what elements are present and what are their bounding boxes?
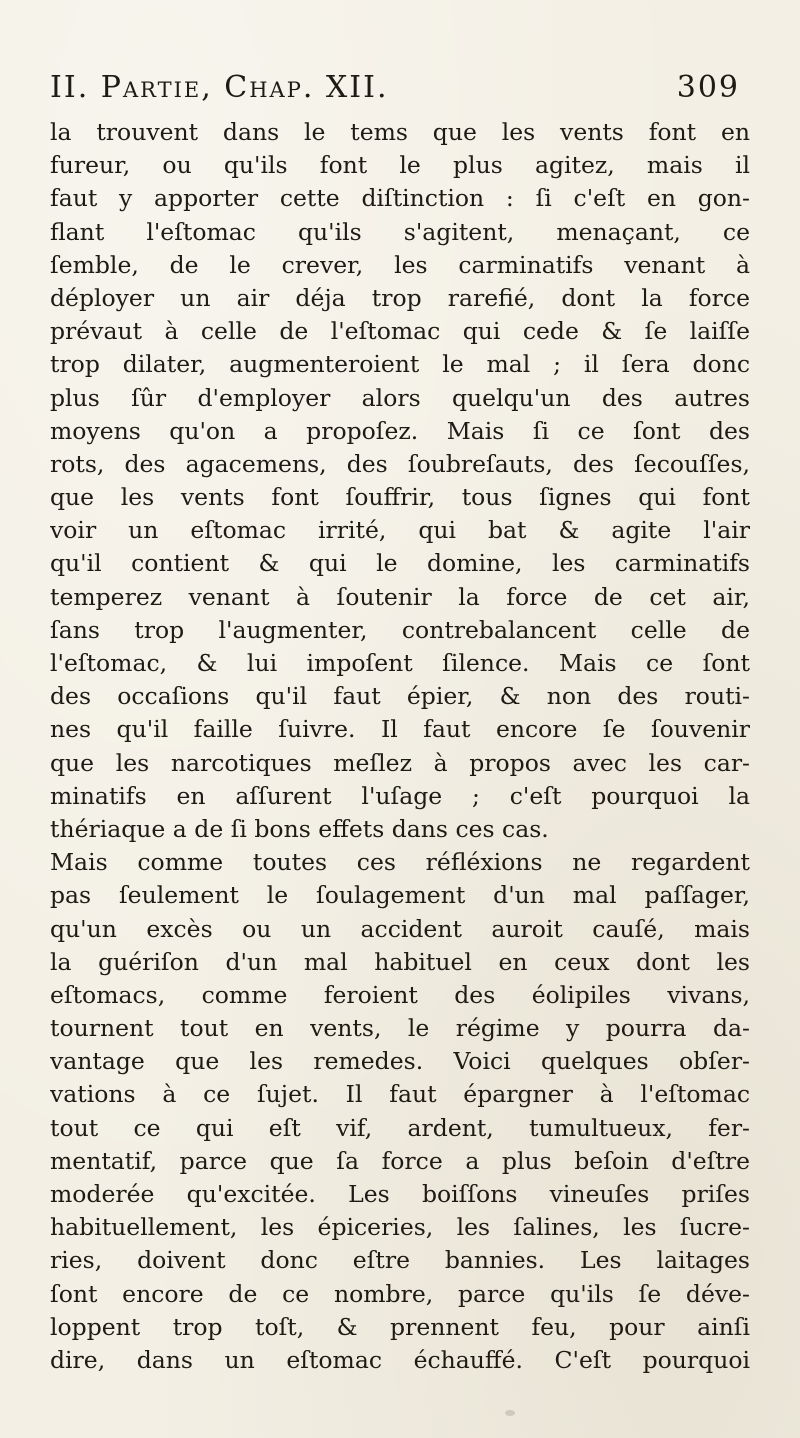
text-line: dire, dans un eſtomac échauffé. C'eſt pourquoi	[50, 1345, 750, 1374]
text-line: mentatif, parce que ſa force a plus beſoin d'eſtre	[50, 1146, 750, 1175]
text-line: l'eſtomac, & lui impoſent ſilence. Mais ce ſont	[50, 649, 750, 677]
text-line: voir un eſtomac irrité, qui bat & agite l'air	[50, 516, 750, 545]
text-line: fureur, ou qu'ils font le plus agitez, mais il	[50, 151, 750, 180]
text-line: flant l'eſtomac qu'ils s'agitent, menaçant, ce	[50, 217, 750, 246]
text-line: habituellement, les épiceries, les ſalines, les ſucre-	[50, 1213, 750, 1242]
text-line: thériaque a de ſi bons effets dans ces cas.	[50, 814, 549, 843]
text-line: eſtomacs, comme feroient des éolipiles vivans,	[50, 980, 750, 1009]
text-line: prévaut à celle de l'eſtomac qui cede & ſe laiſſe	[50, 317, 750, 346]
text-line: tournent tout en vents, le régime y pourra da-	[50, 1014, 750, 1043]
text-line: loppent trop toſt, & prennent feu, pour ainſi	[50, 1312, 750, 1341]
text-line: ſemble, de le crever, les carminatifs venant à	[50, 250, 750, 279]
text-line: qu'il contient & qui le domine, les carminatifs	[50, 549, 750, 578]
text-line: qu'un excès ou un accident auroit cauſé, mais	[50, 914, 750, 943]
text-line: ries, doivent donc eſtre bannies. Les laitages	[50, 1246, 750, 1275]
text-line: plus ſûr d'employer alors quelqu'un des autres	[50, 383, 750, 412]
text-line: moyens qu'on a propoſez. Mais ſi ce ſont des	[50, 416, 750, 445]
text-line: la trouvent dans le tems que les vents font en	[50, 118, 750, 146]
text-line: temperez venant à ſoutenir la force de cet air,	[50, 582, 750, 611]
page-number: 309	[676, 70, 740, 105]
text-line: ſans trop l'augmenter, contrebalancent celle de	[50, 615, 750, 644]
text-line: ſont encore de ce nombre, parce qu'ils ſe déve-	[50, 1279, 750, 1308]
text-line: vantage que les remedes. Voici quelques obſer-	[50, 1047, 750, 1076]
text-line: des occaſions qu'il faut épier, & non des routi-	[50, 682, 750, 711]
text-line: vations à ce ſujet. Il faut épargner à l'eſtomac	[50, 1080, 750, 1109]
text-line: faut y apporter cette diſtinction : ſi c'eſt en gon-	[50, 184, 750, 213]
text-line: minatifs en aſſurent l'uſage ; c'eſt pourquoi la	[50, 781, 750, 810]
text-line: déployer un air déja trop rarefié, dont la force	[50, 283, 750, 312]
text-line: moderée qu'excitée. Les boiſſons vineuſes priſes	[50, 1180, 750, 1208]
text-line: la guériſon d'un mal habituel en ceux dont les	[50, 947, 750, 976]
text-line: Mais comme toutes ces réfléxions ne regardent	[50, 848, 750, 877]
text-line: trop dilater, augmenteroient le mal ; il ſera donc	[50, 350, 750, 379]
body-text	[50, 116, 750, 1377]
text-line: pas ſeulement le ſoulagement d'un mal paſſager,	[50, 881, 750, 910]
running-head-title: II. Partie, Chap. XII.	[50, 70, 389, 105]
text-line: nes qu'il faille ſuivre. Il faut encore ſe ſouvenir	[50, 715, 750, 744]
text-line: que les vents font ſouffrir, tous ſignes qui font	[50, 483, 750, 512]
ink-blot	[505, 1410, 515, 1416]
text-line: rots, des agacemens, des ſoubreſauts, des ſecouſſes,	[50, 449, 750, 478]
text-line: tout ce qui eſt vif, ardent, tumultueux, fer-	[50, 1113, 750, 1142]
text-line: que les narcotiques meſlez à propos avec les car-	[50, 748, 750, 777]
running-head	[50, 70, 740, 114]
